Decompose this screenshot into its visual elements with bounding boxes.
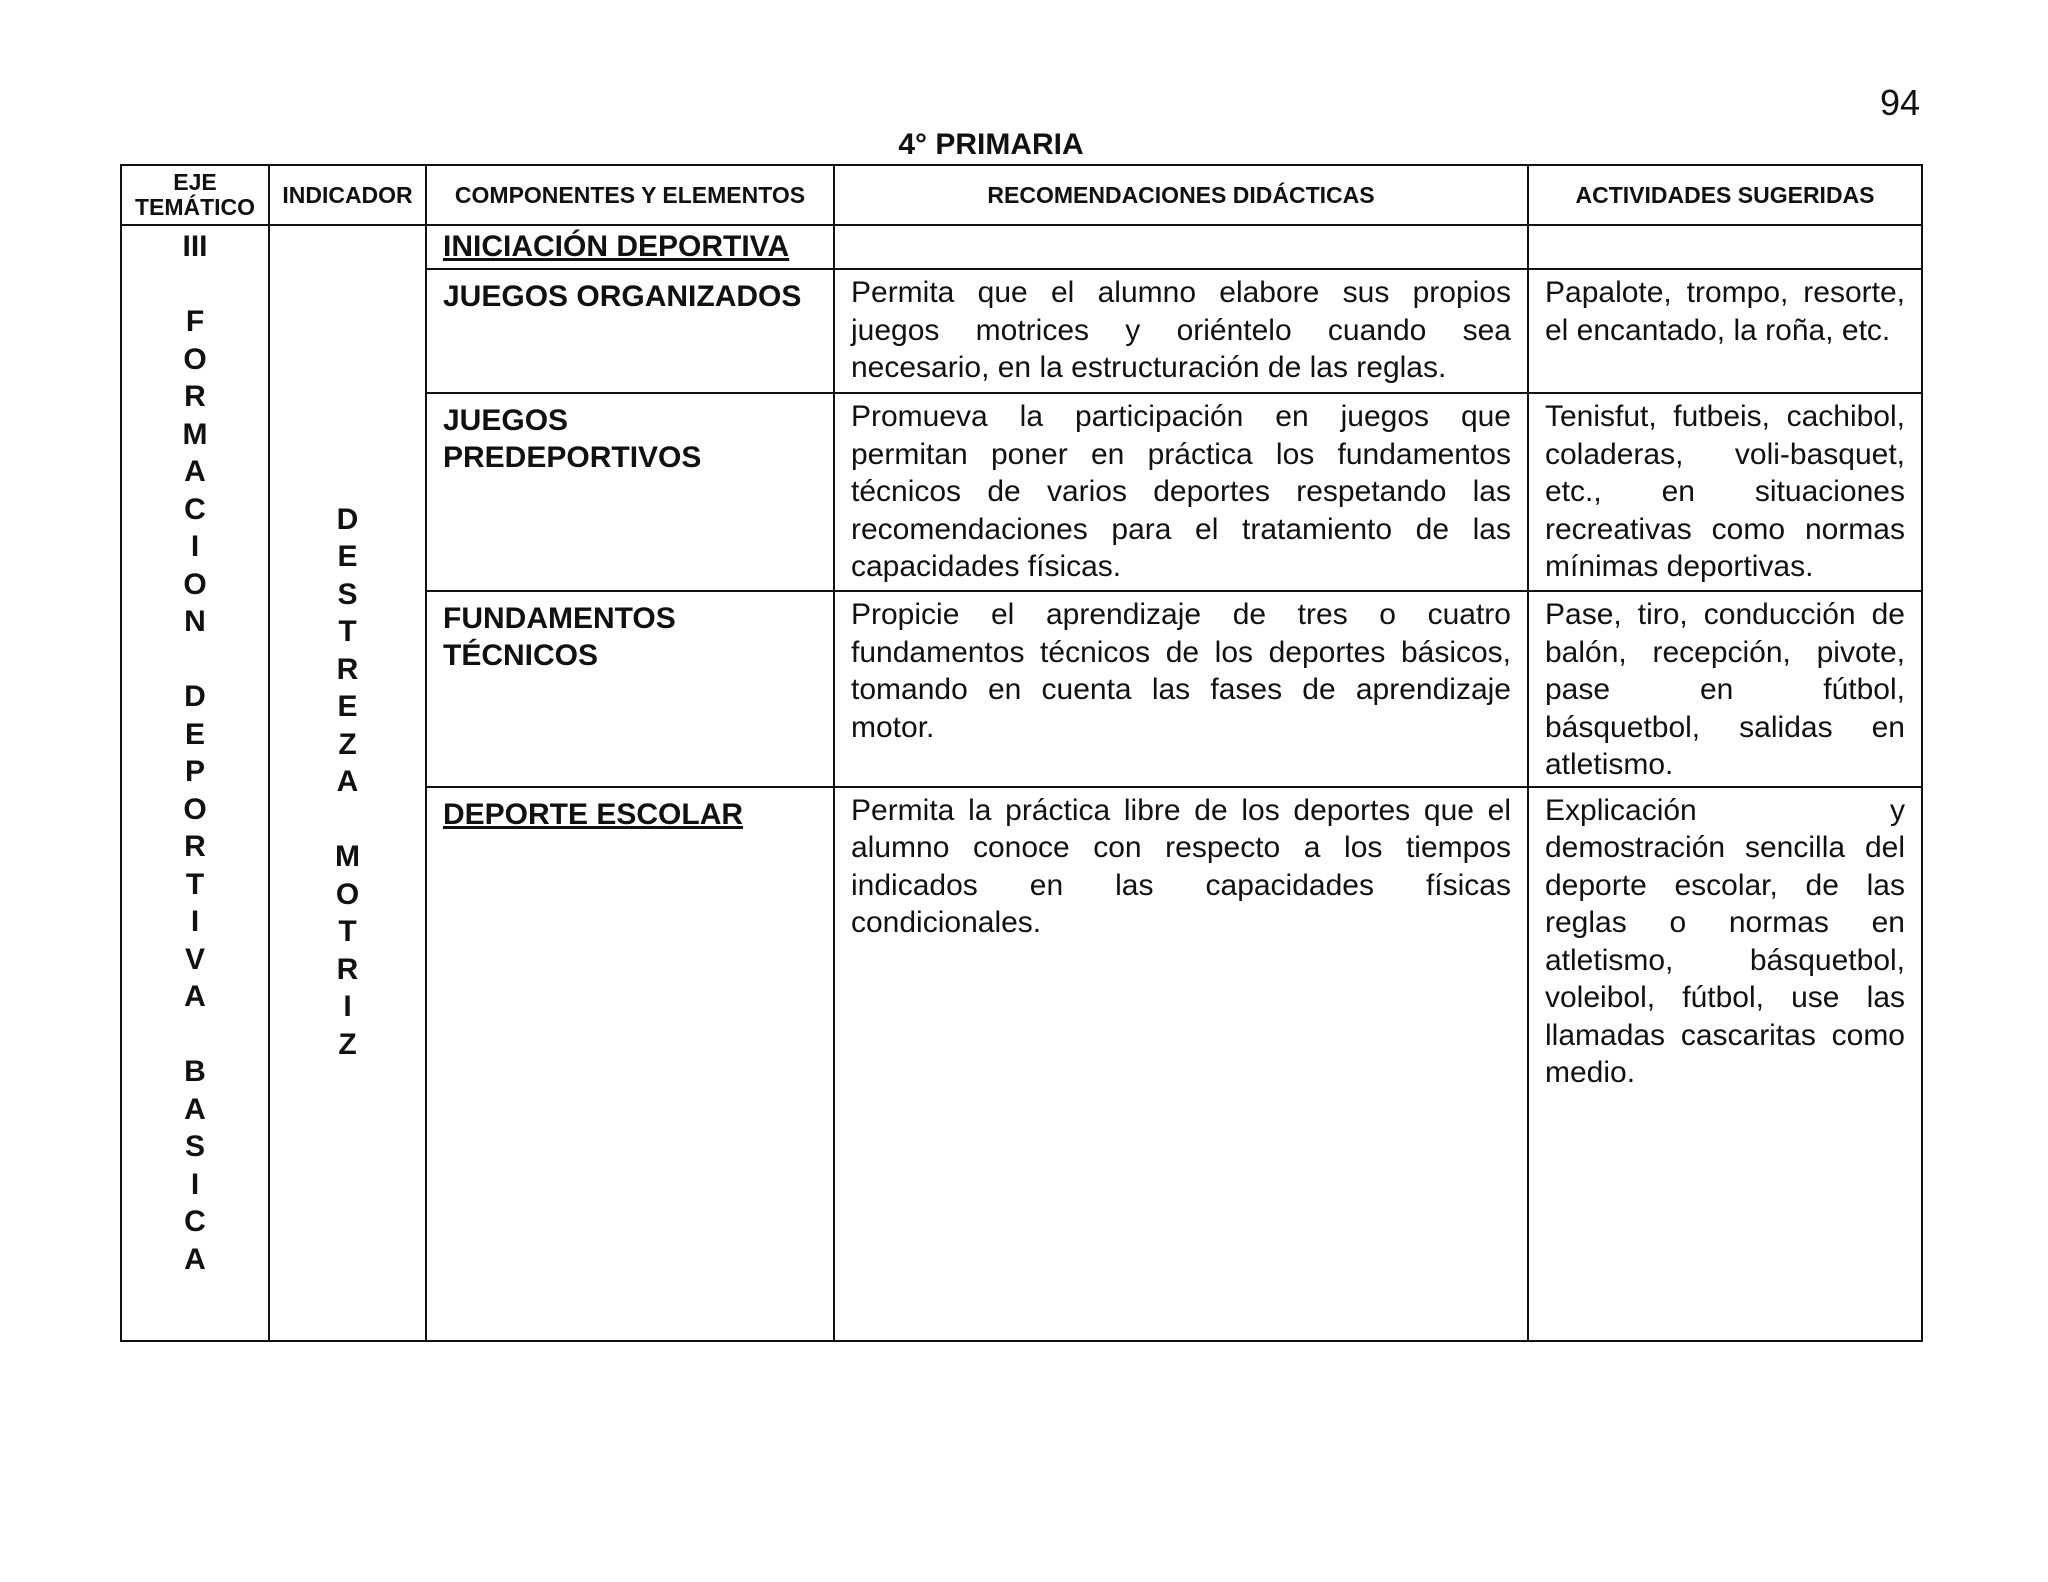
- recommendation-cell: Promueva la participación en juegos que permitan poner en práctica los fundamentos técnicos de varios deportes respetando las recomendaciones para el tratamiento de las capacidades físicas.: [834, 393, 1528, 591]
- page-title-text: 4° PRIMARIA: [898, 128, 1084, 161]
- activities-cell: Papalote, trompo, resorte, el encantado, la roña, etc.: [1528, 269, 1922, 393]
- vertical-letter: R: [184, 830, 206, 863]
- vertical-letter: C: [184, 1205, 206, 1238]
- vertical-letter: R: [184, 380, 206, 413]
- vertical-letter: E: [337, 540, 358, 573]
- vertical-letter: [123, 641, 267, 679]
- indicador-vertical-text: [271, 501, 424, 1064]
- vertical-letter: S: [184, 1130, 205, 1163]
- vertical-letter: O: [335, 877, 360, 911]
- vertical-letter: C: [184, 492, 206, 526]
- page-title: [0, 128, 2048, 162]
- vertical-letter: III: [182, 230, 208, 263]
- vertical-letter: [271, 801, 424, 839]
- recommendation-cell: Permita la práctica libre de los deportes que el alumno conoce con respecto a los tiempos indicados en las capacidades físicas condicionales.: [834, 787, 1528, 1341]
- component-label: FUNDAMENTOS TÉCNICOS: [443, 602, 676, 672]
- component-label: JUEGOS PREDEPORTIVOS: [443, 404, 702, 474]
- vertical-letter: E: [337, 690, 358, 723]
- vertical-letter: M: [182, 417, 208, 451]
- component-label: INICIACIÓN DEPORTIVA: [443, 230, 790, 263]
- vertical-letter: A: [184, 455, 206, 488]
- vertical-letter: I: [190, 1167, 200, 1201]
- vertical-letter: R: [336, 652, 359, 686]
- vertical-letter: I: [190, 905, 200, 938]
- vertical-letter: M: [335, 840, 360, 873]
- vertical-letter: D: [336, 502, 359, 536]
- eje-tematico-cell: [121, 225, 269, 1341]
- vertical-letter: E: [184, 717, 205, 751]
- vertical-letter: I: [190, 530, 200, 563]
- component-cell: [426, 269, 834, 393]
- vertical-letter: D: [184, 680, 206, 713]
- vertical-letter: S: [337, 577, 358, 611]
- recommendation-cell: Propicie el aprendizaje de tres o cuatro fundamentos técnicos de los deportes básicos, tomando en cuenta las fases de aprendizaje motor.: [834, 591, 1528, 787]
- vertical-letter: A: [184, 1092, 206, 1126]
- header-indicador: INDICADOR: [269, 165, 426, 225]
- indicador-cell: [269, 225, 426, 1341]
- recommendation-cell: Permita que el alumno elabore sus propios juegos motrices y oriéntelo cuando sea necesario, en la estructuración de las reglas.: [834, 269, 1528, 393]
- component-cell: [426, 393, 834, 591]
- component-cell: [426, 591, 834, 787]
- vertical-letter: N: [184, 605, 206, 638]
- vertical-letter: B: [184, 1055, 206, 1088]
- vertical-letter: O: [183, 342, 207, 376]
- vertical-letter: I: [343, 990, 352, 1023]
- vertical-letter: A: [184, 980, 206, 1013]
- header-row: [121, 165, 1922, 225]
- header-eje-tematico: EJE TEMÁTICO: [121, 165, 269, 225]
- header-recomendaciones: RECOMENDACIONES DIDÁCTICAS: [834, 165, 1528, 225]
- vertical-letter: R: [336, 952, 359, 986]
- vertical-letter: A: [184, 1242, 206, 1276]
- vertical-letter: T: [185, 867, 205, 901]
- vertical-letter: A: [336, 765, 359, 798]
- eje-tematico-vertical-text: [123, 228, 267, 1278]
- activities-cell: Pase, tiro, conducción de balón, recepción, pivote, pase en fútbol, básquetbol, salidas en atletismo.: [1528, 591, 1922, 787]
- activities-cell: Tenisfut, futbeis, cachibol, coladeras, voli-basquet, etc., en situaciones recreativas como normas mínimas deportivas.: [1528, 393, 1922, 591]
- table-row: [121, 225, 1922, 269]
- vertical-letter: T: [338, 615, 357, 648]
- vertical-letter: O: [183, 792, 207, 826]
- vertical-letter: Z: [338, 727, 357, 761]
- component-label: DEPORTE ESCOLAR: [443, 797, 744, 831]
- header-componentes: COMPONENTES Y ELEMENTOS: [426, 165, 834, 225]
- activities-cell: [1528, 225, 1922, 269]
- vertical-letter: P: [184, 755, 205, 788]
- vertical-letter: Z: [338, 1027, 357, 1061]
- component-cell: [426, 225, 834, 269]
- activities-cell: Explicación y demostración sencilla del deporte escolar, de las reglas o normas en atletismo, básquetbol, voleibol, fútbol, use las llamadas cascaritas como medio.: [1528, 787, 1922, 1341]
- curriculum-table: [120, 164, 1923, 1342]
- component-cell: [426, 787, 834, 1341]
- vertical-letter: O: [183, 567, 207, 601]
- component-label: JUEGOS ORGANIZADOS: [443, 280, 802, 313]
- vertical-letter: V: [184, 942, 205, 976]
- vertical-letter: [123, 266, 267, 304]
- vertical-letter: F: [185, 305, 205, 338]
- vertical-letter: T: [338, 915, 357, 948]
- page-number: 94: [1880, 82, 1921, 123]
- recommendation-cell: [834, 225, 1528, 269]
- header-actividades: ACTIVIDADES SUGERIDAS: [1528, 165, 1922, 225]
- vertical-letter: [123, 1016, 267, 1054]
